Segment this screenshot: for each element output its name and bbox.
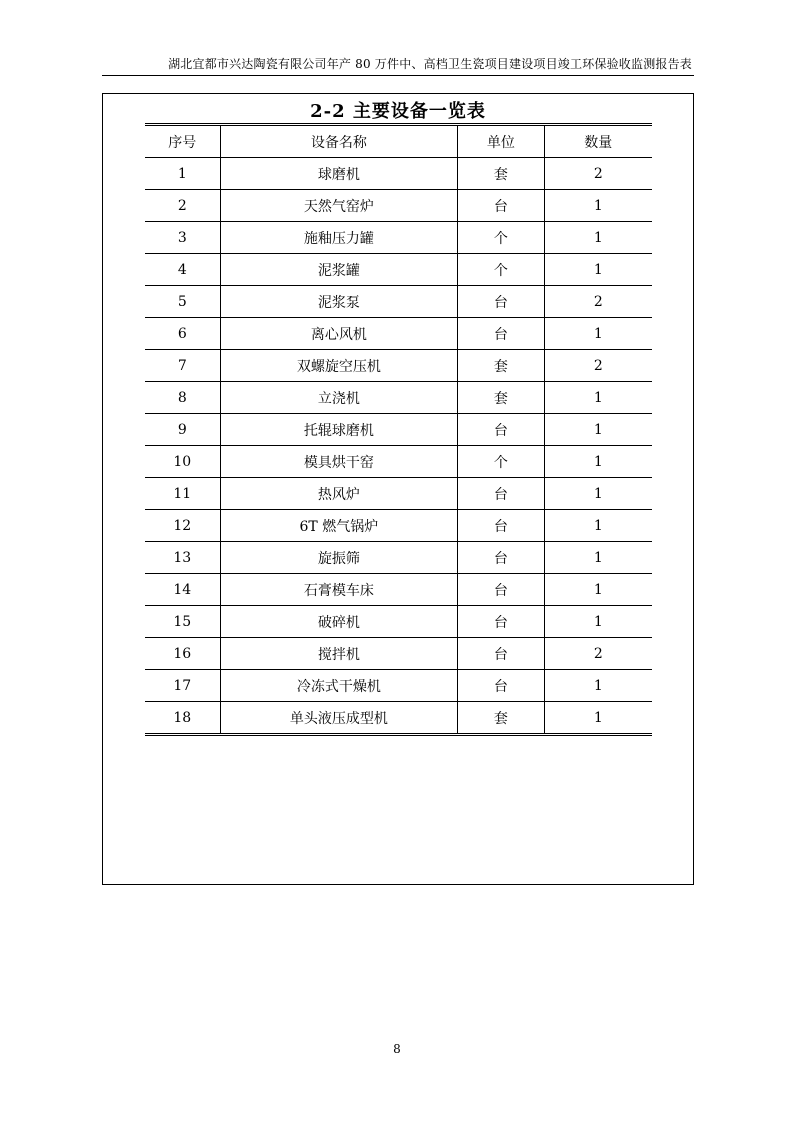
quantity-cell: 1	[544, 542, 652, 574]
quantity-cell: 1	[544, 574, 652, 606]
row-index-cell: 3	[145, 222, 220, 254]
table-row	[145, 382, 652, 414]
table-row	[145, 446, 652, 478]
unit-cell: 台	[458, 638, 545, 670]
table-row	[145, 542, 652, 574]
unit-cell: 台	[458, 414, 545, 446]
unit-cell: 台	[458, 190, 545, 222]
equipment-name-cell: 搅拌机	[220, 638, 458, 670]
equipment-name-cell: 单头液压成型机	[220, 702, 458, 735]
unit-cell: 台	[458, 670, 545, 702]
table-row	[145, 222, 652, 254]
table-row	[145, 318, 652, 350]
row-index-cell: 12	[145, 510, 220, 542]
equipment-name-cell: 6T 燃气锅炉	[220, 510, 458, 542]
quantity-cell: 2	[544, 286, 652, 318]
unit-cell: 台	[458, 606, 545, 638]
col-header-unit: 单位	[458, 125, 545, 158]
section-title: 2-2 主要设备一览表	[310, 101, 486, 122]
row-index-cell: 10	[145, 446, 220, 478]
equipment-name-cell: 热风炉	[220, 478, 458, 510]
page-number: 8	[393, 1042, 401, 1056]
table-row	[145, 414, 652, 446]
row-index-cell: 16	[145, 638, 220, 670]
row-index-cell: 9	[145, 414, 220, 446]
unit-cell: 台	[458, 542, 545, 574]
row-index-cell: 14	[145, 574, 220, 606]
unit-cell: 台	[458, 318, 545, 350]
quantity-cell: 1	[544, 318, 652, 350]
unit-cell: 个	[458, 446, 545, 478]
quantity-cell: 1	[593, 709, 603, 726]
equipment-name-cell: 离心风机	[220, 318, 458, 350]
equipment-name-cell: 旋振筛	[220, 542, 458, 574]
table-row	[145, 158, 652, 190]
row-index-cell: 17	[145, 670, 220, 702]
row-index-cell: 4	[145, 254, 220, 286]
table-row	[145, 478, 652, 510]
unit-cell: 套	[458, 350, 545, 382]
unit-cell: 台	[458, 510, 545, 542]
equipment-name-cell: 泥浆泵	[220, 286, 458, 318]
equipment-table	[145, 123, 652, 736]
unit-cell: 个	[458, 222, 545, 254]
table-row	[145, 350, 652, 382]
quantity-cell: 2	[544, 350, 652, 382]
table-row	[145, 638, 652, 670]
equipment-name-cell: 石膏模车床	[220, 574, 458, 606]
equipment-name-cell: 泥浆罐	[220, 254, 458, 286]
equipment-name-cell: 托辊球磨机	[220, 414, 458, 446]
quantity-cell: 1	[544, 222, 652, 254]
equipment-name-cell: 天然气窑炉	[220, 190, 458, 222]
col-header-index: 序号	[145, 125, 220, 158]
unit-cell: 套	[458, 702, 545, 735]
table-row	[145, 510, 652, 542]
row-index-cell: 8	[145, 382, 220, 414]
row-index-cell: 7	[145, 350, 220, 382]
row-index-cell: 18	[173, 709, 192, 726]
row-index-cell: 1	[145, 158, 220, 190]
equipment-name-cell: 立浇机	[220, 382, 458, 414]
unit-cell: 台	[458, 574, 545, 606]
row-index-cell: 2	[145, 190, 220, 222]
row-index-cell: 15	[145, 606, 220, 638]
table-row	[145, 286, 652, 318]
row-index-cell: 13	[145, 542, 220, 574]
row-index-cell: 6	[145, 318, 220, 350]
table-row	[145, 606, 652, 638]
equipment-name-cell: 冷冻式干燥机	[220, 670, 458, 702]
quantity-cell: 2	[544, 158, 652, 190]
equipment-name-cell: 施釉压力罐	[220, 222, 458, 254]
quantity-cell: 2	[544, 638, 652, 670]
col-header-quantity: 数量	[544, 125, 652, 158]
unit-cell: 套	[458, 158, 545, 190]
unit-cell: 套	[458, 382, 545, 414]
header-rule	[102, 75, 694, 76]
quantity-cell: 1	[544, 606, 652, 638]
unit-cell: 台	[458, 478, 545, 510]
page-header: 湖北宜都市兴达陶瓷有限公司年产 80 万件中、高档卫生瓷项目建设项目竣工环保验收监测报告表	[168, 57, 692, 71]
equipment-name-cell: 球磨机	[220, 158, 458, 190]
table-row	[145, 190, 652, 222]
table-row	[145, 670, 652, 702]
quantity-cell: 1	[544, 190, 652, 222]
unit-cell: 个	[458, 254, 545, 286]
quantity-cell: 1	[544, 446, 652, 478]
quantity-cell: 1	[544, 478, 652, 510]
equipment-name-cell: 模具烘干窑	[220, 446, 458, 478]
quantity-cell: 1	[544, 382, 652, 414]
table-row	[145, 254, 652, 286]
quantity-cell: 1	[544, 254, 652, 286]
table-header-row	[145, 125, 652, 158]
row-index-cell: 11	[145, 478, 220, 510]
equipment-name-cell: 双螺旋空压机	[220, 350, 458, 382]
equipment-name-cell: 破碎机	[220, 606, 458, 638]
table-row	[145, 574, 652, 606]
row-index-cell: 5	[145, 286, 220, 318]
quantity-cell: 1	[544, 414, 652, 446]
table-row	[145, 702, 652, 735]
col-header-name: 设备名称	[220, 125, 458, 158]
unit-cell: 台	[458, 286, 545, 318]
quantity-cell: 1	[544, 670, 652, 702]
quantity-cell: 1	[544, 510, 652, 542]
